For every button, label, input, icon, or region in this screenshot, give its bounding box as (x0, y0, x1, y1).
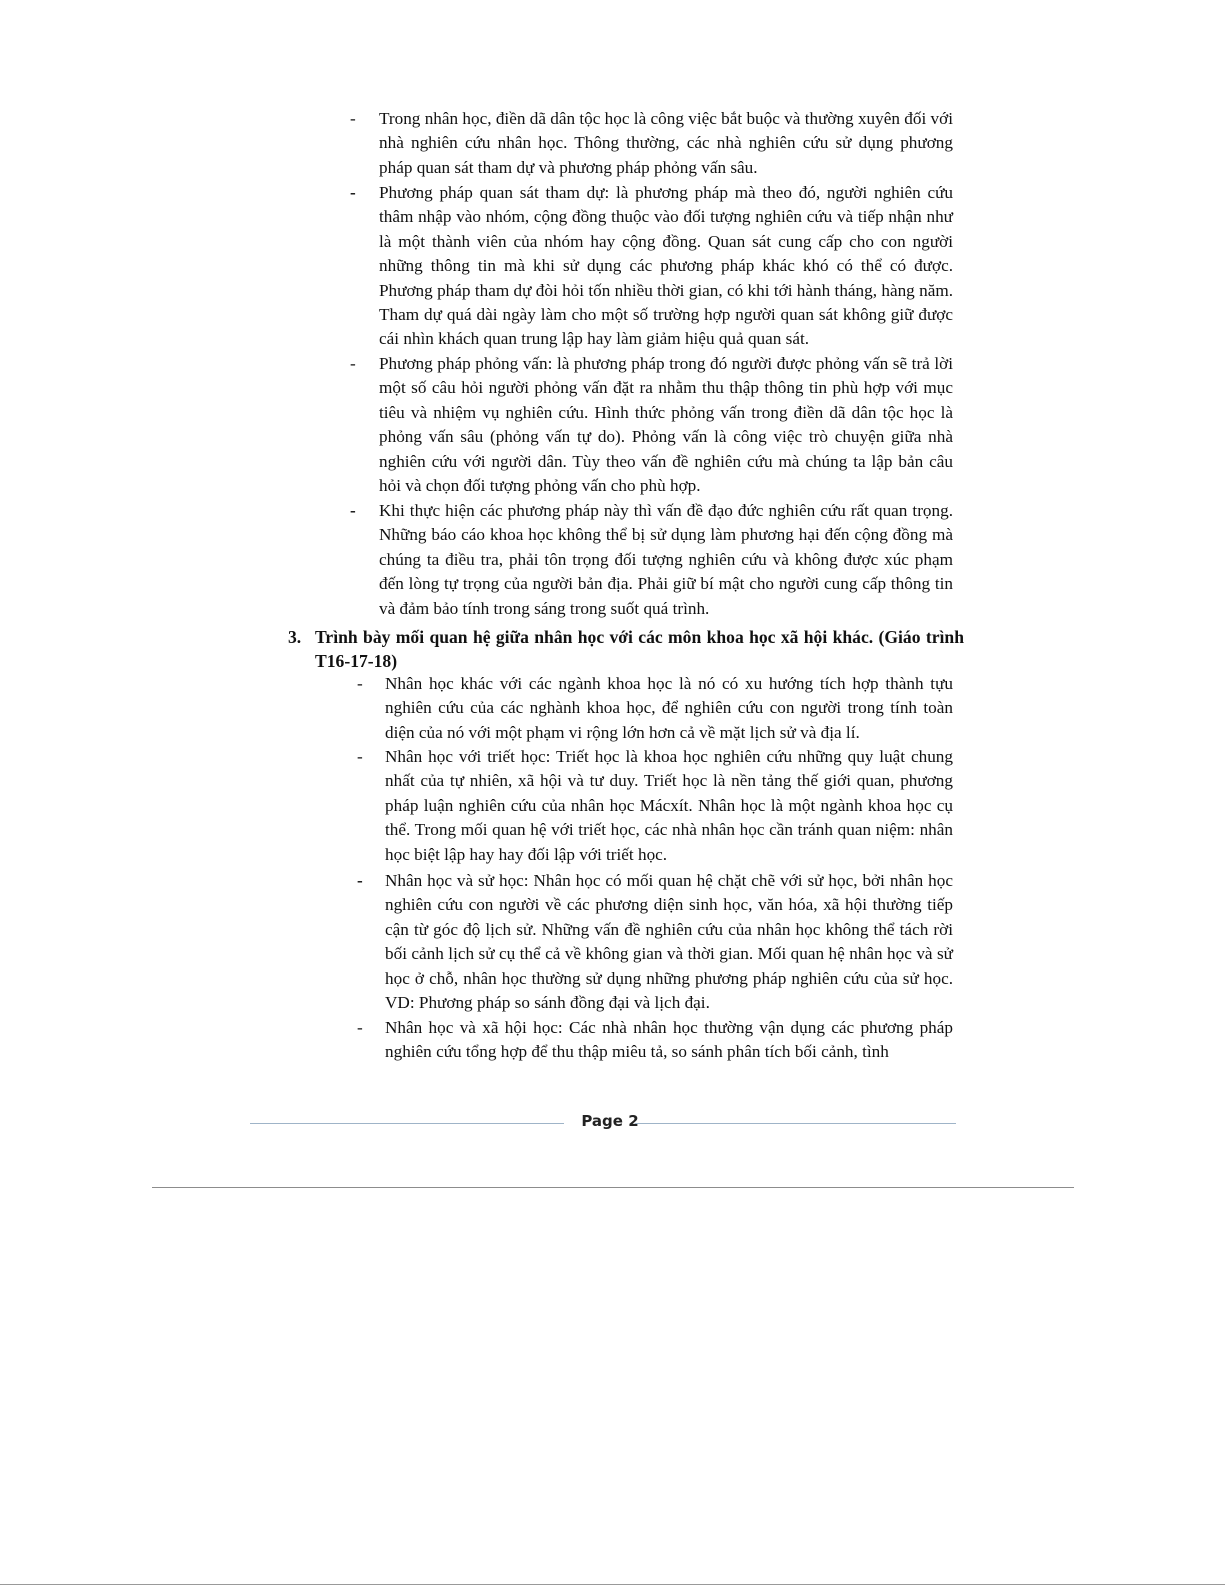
section-heading (288, 625, 964, 674)
list-item (385, 745, 953, 867)
paragraph-text: Trong nhân học, điền dã dân tộc học là công việc bắt buộc và thường xuyên đối với nhà nghiên cứu nhân học. Thông thường, các nhà nghiên cứu sử dụng phương pháp quan sát tham dự và phương pháp phỏng vấn sâu. (379, 109, 953, 177)
paragraph-text: Nhân học và xã hội học: Các nhà nhân học thường vận dụng các phương pháp nghiên cứu tổng hợp để thu thập miêu tả, so sánh phân tích bối cảnh, tình (385, 1018, 953, 1062)
paragraph-text: Nhân học khác với các ngành khoa học là nó có xu hướng tích hợp thành tựu nghiên cứu của các nghành khoa học, để nghiên cứu con người trong tính toàn diện của nó với một phạm vi rộng lớn hơn cả về mặt lịch sử và địa lí. (385, 674, 953, 742)
page-break-line (152, 1187, 1074, 1188)
footer-rule-right (635, 1123, 956, 1124)
paragraph-text: Khi thực hiện các phương pháp này thì vấn đề đạo đức nghiên cứu rất quan trọng. Những báo cáo khoa học không thể bị sử dụng làm phương hại đến cộng đồng mà chúng ta điều tra, phải tôn trọng đối tượng nghiên cứu và không được xúc phạm đến lòng tự trọng của người bản địa. Phải giữ bí mật cho người cung cấp thông tin và đảm bảo tính trong sáng trong suốt quá trình. (379, 501, 953, 618)
list-item (379, 499, 953, 621)
footer-rule-left (250, 1123, 564, 1124)
list-item (379, 181, 953, 352)
paragraph-text: Phương pháp phỏng vấn: là phương pháp trong đó người được phỏng vấn sẽ trả lời một số câu hỏi người phỏng vấn đặt ra nhằm thu thập thông tin phù hợp với mục tiêu và nhiệm vụ nghiên cứu. Hình thức phỏng vấn trong điền dã dân tộc học là phỏng vấn sâu (phỏng vấn tự do). Phỏng vấn là công việc trò chuyện giữa nhà nghiên cứu với người dân. Tùy theo vấn đề nghiên cứu mà chúng ta lập bản câu hỏi và chọn đối tượng phỏng vấn cho phù hợp. (379, 354, 953, 496)
list-marker: - (357, 747, 363, 766)
list-marker: - (350, 183, 356, 202)
page-number: Page 2 (581, 1112, 639, 1130)
list-marker: - (357, 871, 363, 890)
paragraph-text: Nhân học và sử học: Nhân học có mối quan hệ chặt chẽ với sử học, bởi nhân học nghiên cứu con người về các phương diện sinh học, văn hóa, xã hội thường tiếp cận từ góc độ lịch sử. Những vấn đề nghiên cứu của nhân học không thể tách rời bối cảnh lịch sử cụ thể cả về không gian và thời gian. Mối quan hệ nhân học và sử học ở chỗ, nhân học thường sử dụng những phương pháp nghiên cứu của sử học. VD: Phương pháp so sánh đồng đại và lịch đại. (385, 871, 953, 1013)
section-title: Trình bày mối quan hệ giữa nhân học với các môn khoa học xã hội khác. (Giáo trình T16-17-18) (315, 627, 964, 672)
list-marker: - (357, 1018, 363, 1037)
list-marker: - (350, 109, 356, 128)
list-marker: - (350, 501, 356, 520)
page-footer (250, 1110, 956, 1136)
list-item (385, 1016, 953, 1065)
list-item (379, 107, 953, 180)
list-item (385, 869, 953, 1015)
list-marker: - (357, 674, 363, 693)
paragraph-text: Nhân học với triết học: Triết học là khoa học nghiên cứu những quy luật chung nhất của tự nhiên, xã hội và tư duy. Triết học là nền tảng thế giới quan, phương pháp luận nghiên cứu của nhân học Mácxít. Nhân học là một ngành khoa học cụ thể. Trong mối quan hệ với triết học, các nhà nhân học cần tránh quan niệm: nhân học biệt lập hay hay đối lập với triết học. (385, 747, 953, 864)
paragraph-text: Phương pháp quan sát tham dự: là phương pháp mà theo đó, người nghiên cứu thâm nhập vào nhóm, cộng đồng thuộc vào đối tượng nghiên cứu và tiếp nhận như là một thành viên của nhóm hay cộng đồng. Quan sát cung cấp cho con người những thông tin mà khi sử dụng các phương pháp khác khó có thể có được. Phương pháp tham dự đòi hỏi tốn nhiều thời gian, có khi tới hành tháng, hàng năm. Tham dự quá dài ngày làm cho một số trường hợp người quan sát không giữ được cái nhìn khách quan trung lập hay làm giảm hiệu quả quan sát. (379, 183, 953, 349)
section-number: 3. (288, 627, 302, 647)
list-item (385, 672, 953, 745)
list-item (379, 352, 953, 498)
list-marker: - (350, 354, 356, 373)
